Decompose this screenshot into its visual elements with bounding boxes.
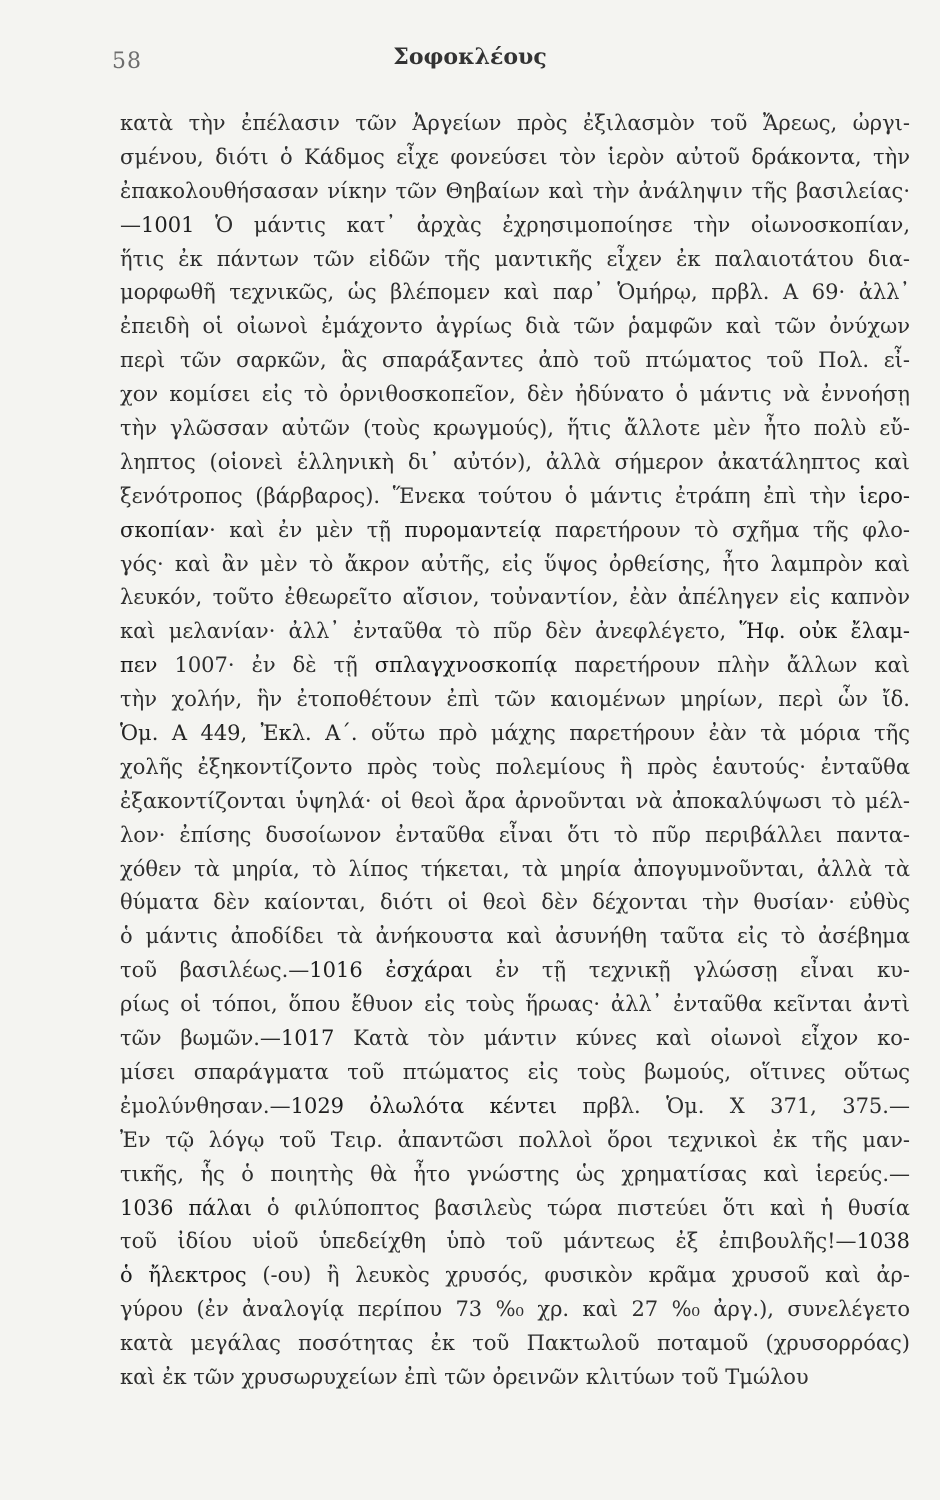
text-run: Ὁ μάντις κατ᾽ ἀρχὰς ἐχρησιμοποίησε τὴν οἰωνοσκοπίαν, [194,212,910,237]
page-number: 58 [112,49,142,74]
text-run: παρετήρουν πλὴν ἄλλων καὶ [557,653,910,678]
text-run: ἥτις ἐκ πάντων τῶν εἰδῶν τῆς μαντικῆς εἶχεν ἐκ παλαιοτάτου δια- [120,246,910,271]
text-line [120,1192,910,1226]
text-run: λευκόν, τοῦτο ἐθεωρεῖτο αἴσιον, τοὐναντίον, ἐὰν ἀπέληγεν εἰς καπνὸν [120,585,910,610]
text-run: τῶν βωμῶν.— [120,1026,281,1051]
text-run: καὶ μελανίαν· ἀλλ᾽ ἐνταῦθα τὸ πῦρ δὲν ἀνεφλέγετο, [120,619,740,644]
text-line [120,1056,910,1090]
line-reference-number: 1017 [280,1026,335,1051]
text-run: κατὰ τὴν ἐπέλασιν τῶν Ἀργείων πρὸς ἐξιλασμὸν τοῦ Ἄρεως, ὠργι- [120,111,910,135]
text-run: τὴν χολήν, ἣν ἐτοποθέτουν ἐπὶ τῶν καιομένων μηρίων, περὶ ὧν ἴδ. [120,687,910,712]
text-run: — [120,212,141,237]
text-run [344,1094,369,1118]
text-line [120,1327,910,1361]
text-line [120,344,910,378]
text-run: Κατὰ τὸν μάντιν κύνες καὶ οἰωνοὶ εἶχον κο- [334,1026,910,1051]
emphasized-term: Ἥφ. οὐκ ἔλαμ- [739,619,910,644]
text-run: ἐμολύνθησαν.— [120,1093,291,1118]
lemma-term: πάλαι [188,1195,253,1220]
text-line [120,1361,910,1395]
text-line [120,1158,910,1192]
text-run: καὶ ἐκ τῶν χρυσωρυχείων ἐπὶ τῶν ὀρεινῶν κλιτύων τοῦ Τμώλου [120,1364,809,1389]
text-line [120,819,910,853]
text-run: χόθεν τὰ μηρία, τὸ λίπος τήκεται, τὰ μηρία ἀπογυμνοῦνται, ἀλλὰ τὰ [120,856,910,881]
text-run: παρετήρουν τὸ σχῆμα τῆς φλο- [541,517,910,542]
text-line [120,446,910,480]
text-line [120,378,910,412]
text-run: θύματα δὲν καίονται, διότι οἱ θεοὶ δὲν δέχονται τὴν θυσίαν· εὐθὺς [120,890,910,915]
text-run: γός· καὶ ἂν μὲν τὸ ἄκρον αὐτῆς, εἰς ὕψος ὀρθείσης, ἦτο λαμπρὸν καὶ [120,551,910,576]
text-line [120,853,910,887]
lemma-term: ἐσχάραι [385,958,473,983]
text-run: πρβλ. Ὁμ. Χ 371, 375.— [557,1093,910,1118]
text-run: μίσει σπαράγματα τοῦ πτώματος εἰς τοὺς βωμούς, οἵτινες οὕτως [120,1059,910,1084]
text-run: μορφωθῆ τεχνικῶς, ὡς βλέπομεν καὶ παρ᾽ Ὁμήρῳ, πρβλ. Α 69· ἀλλ᾽ [120,280,910,305]
text-line [120,649,910,683]
text-run: σμένου, διότι ὁ Κάδμος εἶχε φονεύσει τὸν ἱερὸν αὐτοῦ δράκοντα, τὴν [120,144,910,169]
text-run: ξενότροπος (βάρβαρος). Ἕνεκα τούτου ὁ μάντις ἐτράπη ἐπὶ τὴν [120,483,859,508]
text-line [120,683,910,717]
text-run: οὕτω πρὸ μάχης παρετήρουν ἐὰν τὰ μόρια τῆς [357,721,911,746]
line-reference-number: 1036 [120,1195,174,1220]
emphasized-term: πυρομαντείᾳ [404,517,542,542]
text-run [363,958,386,982]
text-run: κατὰ μεγάλας ποσότητας ἐκ τοῦ Πακτωλοῦ ποταμοῦ (χρυσορρόας) [120,1331,910,1356]
text-run: 1007· ἐν δὲ τῇ [157,653,375,678]
emphasized-term: σκοπίαν [120,517,210,542]
text-line [120,954,910,988]
commentary-text [120,107,910,1395]
text-run: περὶ τῶν σαρκῶν, ἃς σπαράξαντες ἀπὸ τοῦ πτώματος τοῦ Πολ. εἶ- [120,348,910,373]
text-line [120,107,910,141]
text-line [120,1225,910,1259]
text-run: ρίως οἱ τόποι, ὅπου ἔθυον εἰς τοὺς ἥρωας· ἀλλ᾽ ἐνταῦθα κεῖνται ἀντὶ [120,992,910,1017]
text-line [120,175,910,209]
lemma-term: ὁ ἤλεκτρος [120,1263,247,1288]
text-run: τοῦ ἰδίου υἱοῦ ὑπεδείχθη ὑπὸ τοῦ μάντεως ἐξ ἐπιβουλῆς!— [120,1229,857,1254]
line-reference-number: 1038 [856,1229,910,1254]
source-citation: Ὁμ. Α 449, Ἐκλ. Α΄. [120,721,358,746]
text-line [120,988,910,1022]
text-line [120,514,910,548]
text-line [120,243,910,277]
text-run: Ἐν τῷ λόγῳ τοῦ Τειρ. ἀπαντῶσι πολλοὶ ὅροι τεχνικοὶ ἐκ τῆς μαν- [120,1127,910,1152]
text-run: ἐξακοντίζονται ὑψηλά· οἱ θεοὶ ἄρα ἀρνοῦνται νὰ ἀποκαλύψωσι τὸ μέλ- [120,788,910,813]
text-line [120,1090,910,1124]
text-line [120,141,910,175]
text-line [120,310,910,344]
text-line [120,480,910,514]
text-line [120,276,910,310]
emphasized-term: ἱερο- [858,483,910,508]
text-line [120,209,910,243]
text-run: ὁ μάντις ἀποδίδει τὰ ἀνήκουστα καὶ ἀσυνήθη ταῦτα εἰς τὸ ἀσέβημα [120,924,910,949]
text-run: ληπτος (οἱονεὶ ἑλληνικὴ δι᾽ αὐτόν), ἀλλὰ σήμερον ἀκατάληπτος καὶ [120,449,910,474]
emphasized-term: πεν [120,653,158,678]
text-line [120,785,910,819]
text-run: ἐπειδὴ οἱ οἰωνοὶ ἐμάχοντο ἀγρίως διὰ τῶν ῥαμφῶν καὶ τῶν ὀνύχων [120,314,910,339]
text-run: τικῆς, ἧς ὁ ποιητὴς θὰ ἦτο γνώστης ὡς χρηματίσας καὶ ἱερεύς.— [120,1161,910,1186]
text-run: χολῆς ἐξηκοντίζοντο πρὸς τοὺς πολεμίους ἢ πρὸς ἑαυτούς· ἐνταῦθα [120,754,910,779]
text-line [120,615,910,649]
text-line [120,886,910,920]
text-line [120,751,910,785]
line-reference-number: 1016 [309,958,363,983]
text-line [120,412,910,446]
text-line [120,1293,910,1327]
running-head: Σοφοκλέους [393,44,547,70]
text-line [120,1022,910,1056]
line-reference-number: 1029 [290,1093,345,1118]
text-line [120,581,910,615]
text-line [120,920,910,954]
text-run: τοῦ βασιλέως.— [120,958,310,983]
text-line [120,548,910,582]
text-run: (-ου) ἢ λευκὸς χρυσός, φυσικὸν κρᾶμα χρυσοῦ καὶ ἀρ- [246,1263,910,1288]
text-run: ὁ φιλύποπτος βασιλεὺς τώρα πιστεύει ὅτι καὶ ἡ θυσία [252,1195,910,1220]
text-line [120,1259,910,1293]
text-line [120,717,910,751]
text-run [173,1196,188,1220]
lemma-term: ὀλωλότα κέντει [369,1093,558,1118]
text-run: ἐν τῇ τεχνικῇ γλώσσῃ εἶναι κυ- [472,958,910,983]
text-run: γύρου (ἐν ἀναλογίᾳ περίπου 73 %₀ χρ. καὶ 27 %₀ ἀργ.), συνελέγετο [120,1297,910,1322]
text-run: τὴν γλῶσσαν αὐτῶν (τοὺς κρωγμούς), ἥτις ἄλλοτε μὲν ἦτο πολὺ εὔ- [120,416,910,441]
text-run: · καὶ ἐν μὲν τῇ [209,517,405,542]
text-run: ἐπακολουθήσασαν νίκην τῶν Θηβαίων καὶ τὴν ἀνάληψιν τῆς βασιλείας· [120,178,910,203]
text-line [120,1124,910,1158]
text-run: χον κομίσει εἰς τὸ ὀρνιθοσκοπεῖον, δὲν ἠδύνατο ὁ μάντις νὰ ἐννοήσῃ [120,382,910,407]
emphasized-term: σπλαγχνοσκοπίᾳ [374,653,558,678]
text-run: λον· ἐπίσης δυσοίωνον ἐνταῦθα εἶναι ὅτι τὸ πῦρ περιβάλλει παντα- [120,822,910,847]
line-reference-number: 1001 [141,212,195,237]
